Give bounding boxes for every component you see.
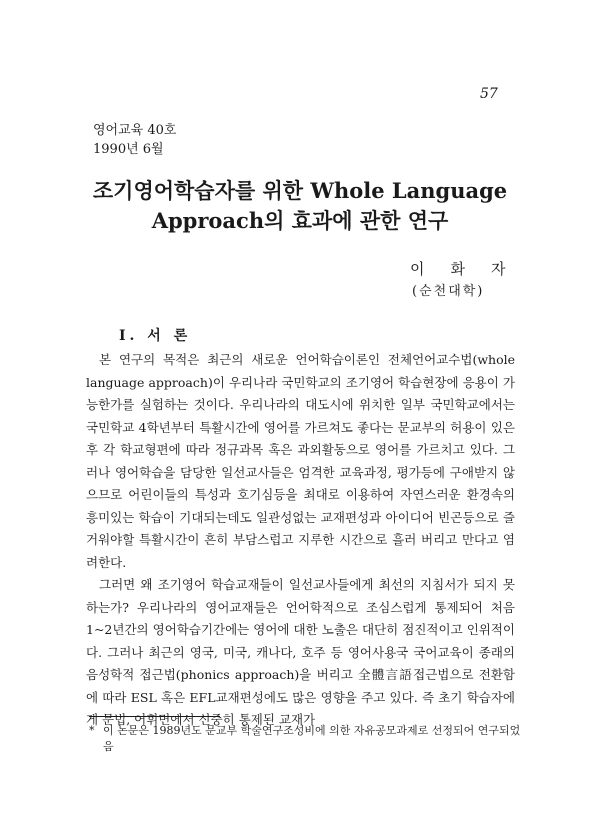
body-text xyxy=(86,349,515,732)
author-name: 이화자 xyxy=(410,260,532,278)
paragraph-1: 본 연구의 목적은 최근의 새로운 언어학습이론인 전체언어교수법(whole language approach)이 우리나라 국민학교의 조기영어 학습현장에 응용이 가능한가를 실험하는 것이다. 우리나라의 대도시에 위치한 일부 국민학교에서는 국민학교 4학년부터 특활시간에 영어를 가르쳐도 좋다는 문교부의 허용이 있은 후 각 학교형편에 따라 정규과목 혹은 과외활동으로 영어를 가르치고 있다. 그러나 영어학습을 담당한 일선교사들은 엄격한 교육과정, 평가등에 구애받지 않으므로 어린이들의 특성과 호기심등을 최대로 이용하여 자연스러운 환경속의 흥미있는 학습이 기대되는데도 일관성없는 교재편성과 아이디어 빈곤등으로 즐거워야할 특활시간이 흔히 부담스럽고 지루한 시간으로 흘러 버리고 만다고 염려한다. xyxy=(86,352,515,570)
title-line-2: Approach의 효과에 관한 연구 xyxy=(151,208,449,233)
paragraph-2: 그러면 왜 조기영어 학습교재들이 일선교사들에게 최선의 지침서가 되지 못하는가? 우리나라의 영어교재들은 언어학적으로 조심스럽게 통제되어 처음 1~2년간의 영어학습기간에는 영어에 대한 노출은 대단히 점진적이고 인위적이다. 그러나 최근의 영국, 미국, 캐나다, 호주 등 영어사용국 국어교육이 종래의 음성학적 접근법(phonics approach)을 버리고 全體言語접근법으로 전환함에 따라 ESL 혹은 EFL교재편성에도 많은 영향을 주고 있다. 즉 초기 학습자에게 문법, 어휘면에서 신중히 통제된 교재가 xyxy=(86,577,515,727)
footnote-divider xyxy=(89,716,220,717)
footnote-text: 이 논문은 1989년도 문교부 학술연구조성비에 의한 자유공모과제로 선정되어 연구되었음 xyxy=(103,724,521,753)
journal-name: 영어교육 40호 xyxy=(93,123,177,138)
paper-title xyxy=(60,176,540,236)
journal-info xyxy=(93,121,176,159)
title-line-1: 조기영어학습자를 위한 Whole Language xyxy=(92,178,508,203)
footnote-marker: * xyxy=(89,724,95,737)
page-number: 57 xyxy=(480,86,498,102)
author-affiliation: (순천대학) xyxy=(412,284,485,299)
journal-date: 1990년 6월 xyxy=(93,142,164,157)
section-heading: I. 서 론 xyxy=(119,328,192,344)
footnote xyxy=(89,723,521,755)
